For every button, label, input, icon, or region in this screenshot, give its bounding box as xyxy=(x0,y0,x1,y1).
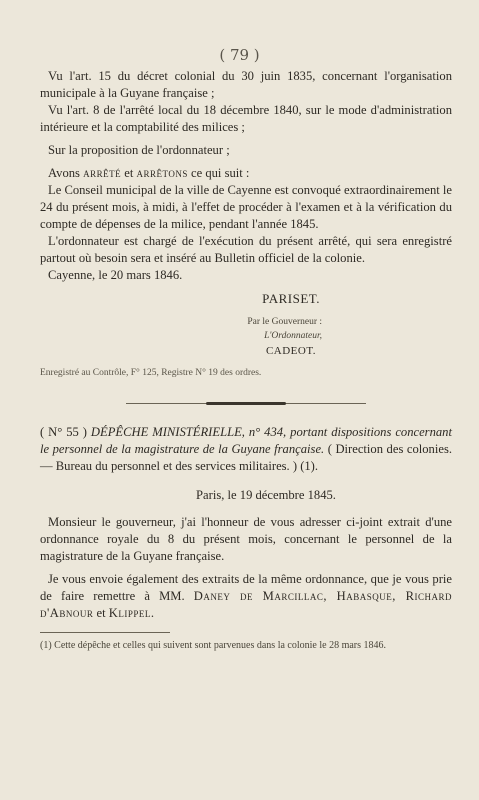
par-le-gouverneur: Par le Gouverneur : xyxy=(247,317,322,327)
depeche-paragraph-2 xyxy=(40,571,452,622)
depeche-paragraph-1: Monsieur le gouverneur, j'ai l'honneur de vous adresser ci-joint extrait d'une ordonnance royale du 8 du présent mois, concernant le personnel de la magistrature de la Guyane française. xyxy=(40,515,452,563)
avons-prefix: Avons xyxy=(48,166,80,180)
avons-arrete: arrêté xyxy=(83,166,122,180)
paragraph-conseil: Le Conseil municipal de la ville de Cayenne est convoqué extraordinairement le 24 du présent mois, à midi, à l'effet de procéder à l'examen et à la vérification du compte de dépenses de la milice, pendant l'année 1845. xyxy=(40,183,452,231)
signature-pariset: PARISET. xyxy=(262,291,320,306)
avons-suffix: ce qui suit : xyxy=(191,166,250,180)
depeche-number: ( N° 55 ) xyxy=(40,425,87,439)
depeche-last-name: Klippel. xyxy=(108,606,155,620)
paragraph-ordonnateur: L'ordonnateur est chargé de l'exécution du présent arrêté, qui sera enregistré partout où besoin sera et inséré au Bulletin officiel de la colonie. xyxy=(40,234,452,265)
footnote-rule xyxy=(40,632,170,633)
paragraph-proposition: Sur la proposition de l'ordonnateur ; xyxy=(48,143,230,157)
depeche-date: Paris, le 19 décembre 1845. xyxy=(196,488,336,502)
section-divider xyxy=(126,402,366,406)
depeche-heading xyxy=(40,424,452,475)
depeche-p2-start: Je vous envoie également des extraits de la même ordonnance, que je vous prie de faire remettre à MM. xyxy=(40,572,452,603)
paragraph-avons xyxy=(40,165,452,182)
depeche-title: DÉPÊCHE MINISTÉRIELLE, xyxy=(90,425,245,439)
signature-cadeot: CADEOT. xyxy=(265,345,316,357)
depeche-subject: portant dispositions concernant le personnel de la magistrature de la Guyane française. xyxy=(40,425,452,456)
page-body xyxy=(40,68,452,652)
avons-et: et xyxy=(124,166,134,180)
footnote: (1) Cette dépêche et celles qui suivent sont parvenues dans la colonie le 28 mars 1846. xyxy=(40,640,387,651)
avons-arretons: arrêtons xyxy=(136,166,188,180)
depeche-et: et xyxy=(96,606,106,620)
paragraph-vu-decret: Vu l'art. 15 du décret colonial du 30 juin 1835, concernant l'organisation municipale à la Guyane française ; xyxy=(40,69,452,100)
page-number: ( 79 ) xyxy=(219,46,260,64)
depeche-direction: ( Direction des colonies. — Bureau du personnel et des services militaires. ) (1). xyxy=(40,442,452,473)
paragraph-vu-arrete: Vu l'art. 8 de l'arrêté local du 18 décembre 1840, sur le mode d'administration intérieure et la comptabilité des milices ; xyxy=(40,103,452,134)
depeche-names: Daney de Marcillac, Habasque, Richard d'Abnour xyxy=(40,589,452,620)
registration-note: Enregistré au Contrôle, F° 125, Registre N° 19 des ordres. xyxy=(40,368,262,378)
paragraph-date-cayenne: Cayenne, le 20 mars 1846. xyxy=(48,268,183,282)
depeche-no: n° 434, xyxy=(248,425,287,439)
l-ordonnateur: L'Ordonnateur, xyxy=(264,331,322,341)
